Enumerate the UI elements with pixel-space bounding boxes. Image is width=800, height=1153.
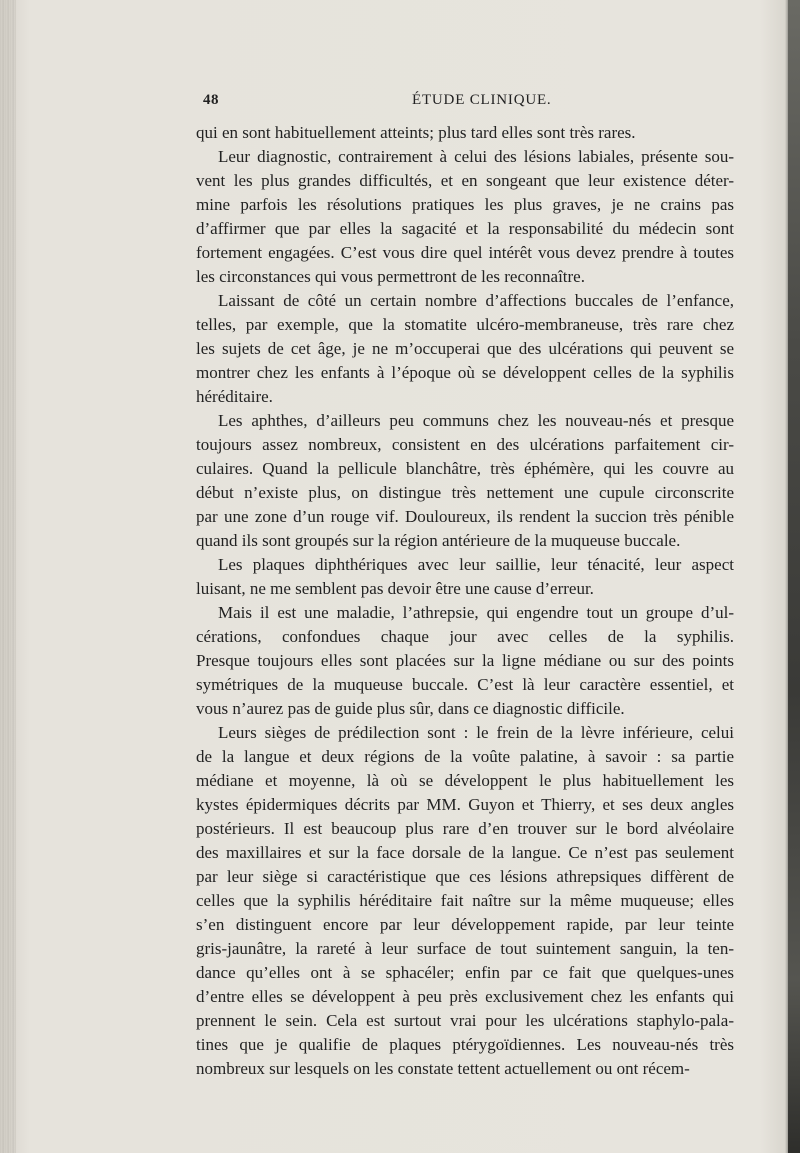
text-line: symétriques de la muqueuse buccale. C’est là leur caractère essentiel, et bbox=[196, 675, 734, 694]
paragraph bbox=[196, 553, 734, 601]
text-line: luisant, ne me semblent pas devoir être une cause d’erreur. bbox=[196, 579, 594, 598]
text-line: telles, par exemple, que la stomatite ulcéro-membraneuse, très rare chez bbox=[196, 315, 734, 334]
text-line: Presque toujours elles sont placées sur la ligne médiane ou sur des points bbox=[196, 651, 734, 670]
text-line: Laissant de côté un certain nombre d’affections buccales de l’enfance, bbox=[218, 291, 734, 310]
running-title: ÉTUDE CLINIQUE. bbox=[412, 92, 552, 108]
text-line: Leurs sièges de prédilection sont : le frein de la lèvre inférieure, celui bbox=[218, 723, 734, 742]
text-line: d’entre elles se développent à peu près exclusivement chez les enfants qui bbox=[196, 987, 734, 1006]
text-line: vent les plus grandes difficultés, et en songeant que leur existence déter- bbox=[196, 171, 734, 190]
paragraph bbox=[196, 121, 734, 145]
text-line: par une zone d’un rouge vif. Douloureux, ils rendent la succion très pénible bbox=[196, 507, 734, 526]
text-line: Les aphthes, d’ailleurs peu communs chez les nouveau-nés et presque bbox=[218, 411, 734, 430]
text-line: mine parfois les résolutions pratiques les plus graves, je ne crains pas bbox=[196, 195, 734, 214]
text-line: qui en sont habituellement atteints; plus tard elles sont très rares. bbox=[196, 123, 636, 142]
paragraph bbox=[196, 145, 734, 289]
running-head bbox=[203, 92, 733, 112]
text-line: Les plaques diphthériques avec leur saillie, leur ténacité, leur aspect bbox=[218, 555, 734, 574]
text-line: des maxillaires et sur la face dorsale de la langue. Ce n’est pas seulement bbox=[196, 843, 734, 862]
text-line: toujours assez nombreux, consistent en des ulcérations parfaitement cir- bbox=[196, 435, 734, 454]
text-line: gris-jaunâtre, la rareté à leur surface de tout suintement sanguin, la ten- bbox=[196, 939, 734, 958]
text-line: cérations, confondues chaque jour avec celles de la syphilis. bbox=[196, 627, 734, 646]
text-line: fortement engagées. C’est vous dire quel intérêt vous devez prendre à toutes bbox=[196, 243, 734, 262]
text-line: les sujets de cet âge, je ne m’occuperai que des ulcérations qui peuvent se bbox=[196, 339, 734, 358]
text-line: nombreux sur lesquels on les constate tettent actuellement ou ont récem- bbox=[196, 1059, 690, 1078]
text-line: héréditaire. bbox=[196, 387, 273, 406]
text-line: prennent le sein. Cela est surtout vrai pour les ulcérations staphylo-pala- bbox=[196, 1011, 734, 1030]
paragraph bbox=[196, 409, 734, 553]
text-line: dance qu’elles ont à se sphacéler; enfin par ce fait que quelques-unes bbox=[196, 963, 734, 982]
book-binding-edge bbox=[0, 0, 16, 1153]
paragraph bbox=[196, 601, 734, 721]
text-line: postérieurs. Il est beaucoup plus rare d’en trouver sur le bord alvéolaire bbox=[196, 819, 734, 838]
text-line: quand ils sont groupés sur la région antérieure de la muqueuse buccale. bbox=[196, 531, 681, 550]
text-line: début n’existe plus, on distingue très nettement une cupule circonscrite bbox=[196, 483, 734, 502]
text-line: montrer chez les enfants à l’époque où se développent celles de la syphilis bbox=[196, 363, 734, 382]
page-right-edge-shadow bbox=[788, 0, 800, 1153]
text-line: les circonstances qui vous permettront de les reconnaître. bbox=[196, 267, 585, 286]
paragraph bbox=[196, 721, 734, 1081]
text-line: tines que je qualifie de plaques ptérygoïdiennes. Les nouveau-nés très bbox=[196, 1035, 734, 1054]
text-line: Mais il est une maladie, l’athrepsie, qui engendre tout un groupe d’ul- bbox=[218, 603, 734, 622]
text-line: d’affirmer que par elles la sagacité et la responsabilité du médecin sont bbox=[196, 219, 734, 238]
text-line: culaires. Quand la pellicule blanchâtre, très éphémère, qui les couvre au bbox=[196, 459, 734, 478]
body-text bbox=[196, 121, 734, 1081]
text-line: médiane et moyenne, là où se développent le plus habituellement les bbox=[196, 771, 734, 790]
page-number: 48 bbox=[203, 92, 219, 108]
text-line: s’en distinguent encore par leur développement rapide, par leur teinte bbox=[196, 915, 734, 934]
text-line: par leur siège si caractéristique que ces lésions athrepsiques diffèrent de bbox=[196, 867, 734, 886]
text-line: Leur diagnostic, contrairement à celui des lésions labiales, présente sou- bbox=[218, 147, 734, 166]
text-line: vous n’aurez pas de guide plus sûr, dans ce diagnostic difficile. bbox=[196, 699, 625, 718]
paragraph bbox=[196, 289, 734, 409]
text-line: kystes épidermiques décrits par MM. Guyon et Thierry, et ses deux angles bbox=[196, 795, 734, 814]
text-line: celles que la syphilis héréditaire fait naître sur la même muqueuse; elles bbox=[196, 891, 734, 910]
text-line: de la langue et deux régions de la voûte palatine, à savoir : sa partie bbox=[196, 747, 734, 766]
